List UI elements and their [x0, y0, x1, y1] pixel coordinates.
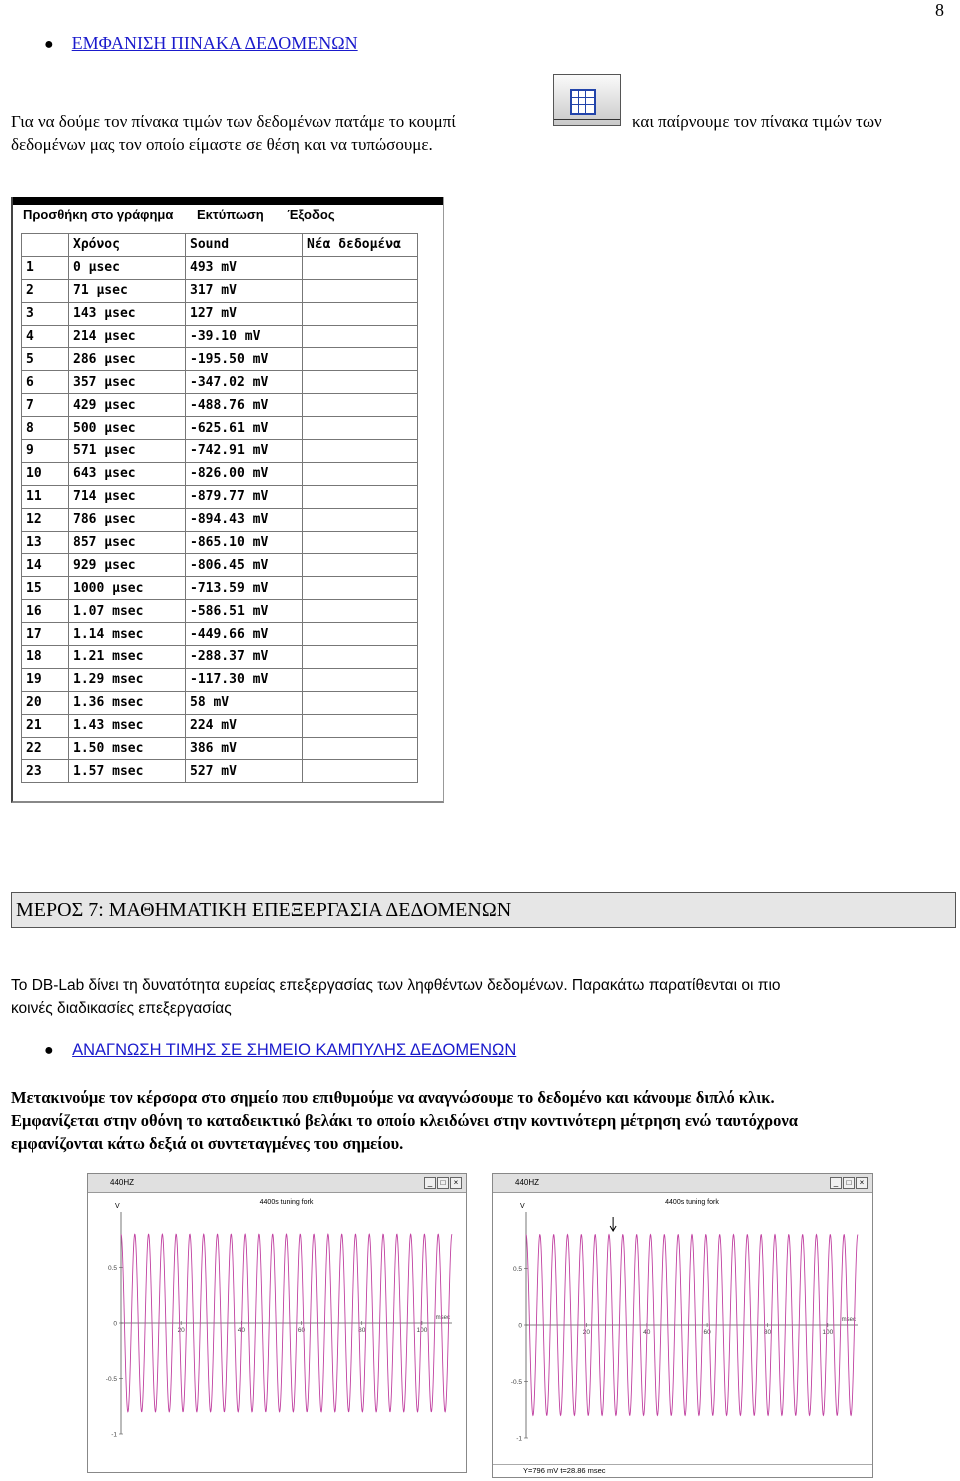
plot-title: 4400s tuning fork — [259, 1199, 314, 1206]
row-index[interactable]: 19 — [22, 668, 69, 691]
x-tick-label: 40 — [237, 1327, 245, 1334]
x-tick-label: 100 — [822, 1329, 834, 1336]
values-table — [21, 233, 418, 783]
table-row[interactable] — [22, 279, 418, 302]
table-row[interactable] — [22, 462, 418, 485]
y-axis-label: V — [520, 1203, 525, 1210]
page-number: 8 — [935, 0, 944, 20]
maximize-icon[interactable]: □ — [843, 1177, 855, 1189]
time-cell[interactable]: 1000 μsec — [69, 577, 186, 600]
table-grid-icon — [570, 89, 596, 115]
data-table-window — [11, 197, 444, 803]
time-cell[interactable]: 714 μsec — [69, 485, 186, 508]
sound-cell[interactable]: -742.91 mV — [186, 440, 303, 463]
intro-line-2: δεδομένων μας τον οποίο είμαστε σε θέση και να τυπώσουμε. — [11, 135, 433, 154]
time-cell[interactable]: 571 μsec — [69, 440, 186, 463]
table-row[interactable] — [22, 577, 418, 600]
y-tick-label: 0 — [113, 1320, 117, 1328]
new-data-cell[interactable] — [303, 623, 418, 646]
time-cell[interactable]: 1.57 msec — [69, 760, 186, 783]
sound-cell[interactable]: -865.10 mV — [186, 531, 303, 554]
close-icon[interactable]: × — [450, 1177, 462, 1189]
row-index[interactable]: 9 — [22, 440, 69, 463]
y-tick-label: -0.5 — [510, 1379, 522, 1386]
intro-line-left: Για να δούμε τον πίνακα τιμών των δεδομένων πατάμε το κουμπί — [11, 112, 456, 131]
bullet-table-view — [44, 33, 358, 54]
new-data-cell[interactable] — [303, 279, 418, 302]
y-axis-label: V — [115, 1203, 120, 1210]
menu-bar — [23, 207, 355, 222]
y-tick-label: 0 — [518, 1322, 522, 1330]
table-row[interactable] — [22, 371, 418, 394]
minimize-icon[interactable]: _ — [830, 1177, 842, 1189]
y-tick-label: -0.5 — [105, 1376, 117, 1383]
section7-intro-2: κοινές διαδικασίες επεξεργασίας — [11, 1000, 232, 1017]
cursor-coordinates: Y=796 mV t=28.86 msec — [493, 1464, 872, 1477]
section-7-heading: ΜΕΡΟΣ 7: ΜΑΘΗΜΑΤΙΚΗ ΕΠΕΞΕΡΓΑΣΙΑ ΔΕΔΟΜΕΝΩΝ — [11, 892, 956, 928]
sound-cell[interactable]: 317 mV — [186, 279, 303, 302]
new-data-cell[interactable] — [303, 371, 418, 394]
x-tick-label: 60 — [297, 1327, 306, 1334]
new-data-cell[interactable] — [303, 691, 418, 714]
time-cell[interactable]: 786 μsec — [69, 508, 186, 531]
table-row[interactable] — [22, 714, 418, 737]
x-tick-label: 40 — [643, 1329, 651, 1336]
row-index[interactable]: 18 — [22, 646, 69, 669]
time-cell[interactable]: 214 μsec — [69, 325, 186, 348]
time-cell[interactable]: 1.21 msec — [69, 646, 186, 669]
sound-cell[interactable]: 127 mV — [186, 302, 303, 325]
time-cell[interactable]: 0 μsec — [69, 256, 186, 279]
time-cell[interactable]: 286 μsec — [69, 348, 186, 371]
row-index[interactable]: 17 — [22, 623, 69, 646]
scope-plot-left[interactable] — [88, 1192, 466, 1460]
new-data-cell[interactable] — [303, 485, 418, 508]
table-row[interactable] — [22, 646, 418, 669]
x-tick-label: 100 — [416, 1327, 428, 1334]
new-data-cell[interactable] — [303, 394, 418, 417]
scope-window-left — [87, 1173, 467, 1473]
intro-line-right: και παίρνουμε τον πίνακα τιμών των — [632, 112, 882, 131]
x-tick-label: 20 — [177, 1327, 185, 1334]
new-data-cell[interactable] — [303, 600, 418, 623]
show-table-button[interactable] — [553, 74, 621, 126]
row-index[interactable]: 2 — [22, 279, 69, 302]
time-cell[interactable]: 1.50 msec — [69, 737, 186, 760]
sound-cell[interactable]: -347.02 mV — [186, 371, 303, 394]
table-row[interactable] — [22, 554, 418, 577]
row-index[interactable]: 14 — [22, 554, 69, 577]
time-cell[interactable]: 429 μsec — [69, 394, 186, 417]
cursor-arrow-icon — [610, 1217, 616, 1231]
new-data-cell[interactable] — [303, 462, 418, 485]
time-cell[interactable]: 1.36 msec — [69, 691, 186, 714]
scope-titlebar: 440HZ — [493, 1174, 872, 1193]
y-tick-label: 0.5 — [512, 1266, 522, 1273]
table-row[interactable] — [22, 256, 418, 279]
sound-cell[interactable]: -586.51 mV — [186, 600, 303, 623]
table-row[interactable] — [22, 325, 418, 348]
sound-cell[interactable]: -117.30 mV — [186, 668, 303, 691]
row-index[interactable]: 1 — [22, 256, 69, 279]
plot-title: 4400s tuning fork — [665, 1199, 719, 1206]
sound-cell[interactable]: -713.59 mV — [186, 577, 303, 600]
table-row[interactable] — [22, 302, 418, 325]
row-index[interactable]: 16 — [22, 600, 69, 623]
instruction-line-3: εμφανίζονται κάτω δεξιά οι συντεταγμένες του σημείου. — [11, 1134, 404, 1153]
new-data-cell[interactable] — [303, 302, 418, 325]
new-data-cell[interactable] — [303, 440, 418, 463]
x-tick-label: 80 — [358, 1327, 366, 1334]
instruction-line-2: Εμφανίζεται στην οθόνη το καταδεικτικό βελάκι το οποίο κλειδώνει στην κοντινότερη μέτρηση ενώ ταυτόχρονα — [11, 1111, 798, 1130]
bullet-dot-icon: ● — [44, 1042, 54, 1059]
time-cell[interactable]: 1.07 msec — [69, 600, 186, 623]
new-data-cell[interactable] — [303, 256, 418, 279]
column-header-new-data[interactable]: Νέα δεδομένα — [303, 234, 418, 257]
column-header-index — [22, 234, 69, 257]
time-cell[interactable]: 1.29 msec — [69, 668, 186, 691]
row-index[interactable]: 8 — [22, 417, 69, 440]
time-cell[interactable]: 857 μsec — [69, 531, 186, 554]
scope-window-right — [492, 1173, 873, 1478]
time-cell[interactable]: 929 μsec — [69, 554, 186, 577]
y-tick-label: -1 — [111, 1431, 117, 1439]
row-index[interactable]: 3 — [22, 302, 69, 325]
table-row[interactable] — [22, 668, 418, 691]
table-row[interactable] — [22, 417, 418, 440]
sound-cell[interactable]: -879.77 mV — [186, 485, 303, 508]
new-data-cell[interactable] — [303, 737, 418, 760]
bullet-dot-icon: ● — [44, 36, 54, 53]
time-cell[interactable]: 643 μsec — [69, 462, 186, 485]
column-header-sound[interactable]: Sound — [186, 234, 303, 257]
column-header-time[interactable]: Χρόνος — [69, 234, 186, 257]
sound-cell[interactable]: 386 mV — [186, 737, 303, 760]
sound-cell[interactable]: -806.45 mV — [186, 554, 303, 577]
sound-cell[interactable]: -625.61 mV — [186, 417, 303, 440]
bullet-read-value — [44, 1041, 516, 1060]
y-tick-label: -1 — [516, 1435, 522, 1443]
table-row[interactable] — [22, 440, 418, 463]
new-data-cell[interactable] — [303, 417, 418, 440]
row-index[interactable]: 11 — [22, 485, 69, 508]
table-row[interactable] — [22, 531, 418, 554]
x-tick-label: 60 — [703, 1329, 711, 1336]
sound-cell[interactable]: 224 mV — [186, 714, 303, 737]
window-controls — [829, 1177, 868, 1189]
table-row[interactable] — [22, 691, 418, 714]
table-row[interactable] — [22, 508, 418, 531]
new-data-cell[interactable] — [303, 577, 418, 600]
time-cell[interactable]: 357 μsec — [69, 371, 186, 394]
sound-cell[interactable]: 493 mV — [186, 256, 303, 279]
sound-cell[interactable]: -288.37 mV — [186, 646, 303, 669]
minimize-icon[interactable]: _ — [424, 1177, 436, 1189]
row-index[interactable]: 23 — [22, 760, 69, 783]
sound-cell[interactable]: -488.76 mV — [186, 394, 303, 417]
table-row[interactable] — [22, 760, 418, 783]
y-tick-label: 0.5 — [107, 1265, 117, 1272]
row-index[interactable]: 21 — [22, 714, 69, 737]
row-index[interactable]: 13 — [22, 531, 69, 554]
new-data-cell[interactable] — [303, 531, 418, 554]
close-icon[interactable]: × — [856, 1177, 868, 1189]
x-tick-label: 80 — [763, 1329, 772, 1336]
row-index[interactable]: 10 — [22, 462, 69, 485]
time-cell[interactable]: 500 μsec — [69, 417, 186, 440]
new-data-cell[interactable] — [303, 760, 418, 783]
section7-intro-1: Το DB-Lab δίνει τη δυνατότητα ευρείας επεξεργασίας των ληφθέντων δεδομένων. Παρακάτω παρατίθενται οι πιο — [11, 977, 781, 994]
sound-cell[interactable]: -449.66 mV — [186, 623, 303, 646]
window-titlebar — [13, 197, 443, 205]
sound-cell[interactable]: -39.10 mV — [186, 325, 303, 348]
table-header-row — [22, 234, 418, 257]
new-data-cell[interactable] — [303, 714, 418, 737]
new-data-cell[interactable] — [303, 508, 418, 531]
row-index[interactable]: 5 — [22, 348, 69, 371]
row-index[interactable]: 15 — [22, 577, 69, 600]
table-row[interactable] — [22, 600, 418, 623]
menu-add-to-graph[interactable]: Προσθήκη στο γράφημα — [23, 207, 174, 222]
new-data-cell[interactable] — [303, 348, 418, 371]
row-index[interactable]: 6 — [22, 371, 69, 394]
row-index[interactable]: 12 — [22, 508, 69, 531]
table-row[interactable] — [22, 394, 418, 417]
section-heading-read-value: ΑΝΑΓΝΩΣΗ ΤΙΜΗΣ ΣΕ ΣΗΜΕΙΟ ΚΑΜΠΥΛΗΣ ΔΕΔΟΜΕΝΩΝ — [72, 1041, 517, 1059]
x-unit-label: msec — [841, 1317, 856, 1323]
x-tick-label: 20 — [582, 1329, 590, 1336]
new-data-cell[interactable] — [303, 646, 418, 669]
row-index[interactable]: 4 — [22, 325, 69, 348]
window-controls — [423, 1177, 462, 1189]
scope-plot-right[interactable] — [493, 1192, 872, 1464]
row-index[interactable]: 20 — [22, 691, 69, 714]
new-data-cell[interactable] — [303, 668, 418, 691]
menu-exit[interactable]: Έξοδος — [287, 207, 335, 222]
table-row[interactable] — [22, 737, 418, 760]
menu-print[interactable]: Εκτύπωση — [197, 207, 264, 222]
table-row[interactable] — [22, 623, 418, 646]
time-cell[interactable]: 1.43 msec — [69, 714, 186, 737]
sound-cell[interactable]: 527 mV — [186, 760, 303, 783]
new-data-cell[interactable] — [303, 554, 418, 577]
table-row[interactable] — [22, 348, 418, 371]
sound-cell[interactable]: 58 mV — [186, 691, 303, 714]
row-index[interactable]: 7 — [22, 394, 69, 417]
time-cell[interactable]: 1.14 msec — [69, 623, 186, 646]
sound-cell[interactable]: -894.43 mV — [186, 508, 303, 531]
maximize-icon[interactable]: □ — [437, 1177, 449, 1189]
sound-cell[interactable]: -826.00 mV — [186, 462, 303, 485]
new-data-cell[interactable] — [303, 325, 418, 348]
section-heading-table: ΕΜΦΑΝΙΣΗ ΠΙΝΑΚΑ ΔΕΔΟΜΕΝΩΝ — [71, 33, 358, 53]
x-unit-label: msec — [435, 1315, 450, 1321]
time-cell[interactable]: 143 μsec — [69, 302, 186, 325]
instruction-line-1: Μετακινούμε τον κέρσορα στο σημείο που επιθυμούμε να αναγνώσουμε το δεδομένο και κάνουμε διπλό κλικ. — [11, 1088, 775, 1107]
scope-titlebar: 440HZ — [88, 1174, 466, 1193]
time-cell[interactable]: 71 μsec — [69, 279, 186, 302]
table-row[interactable] — [22, 485, 418, 508]
sound-cell[interactable]: -195.50 mV — [186, 348, 303, 371]
row-index[interactable]: 22 — [22, 737, 69, 760]
